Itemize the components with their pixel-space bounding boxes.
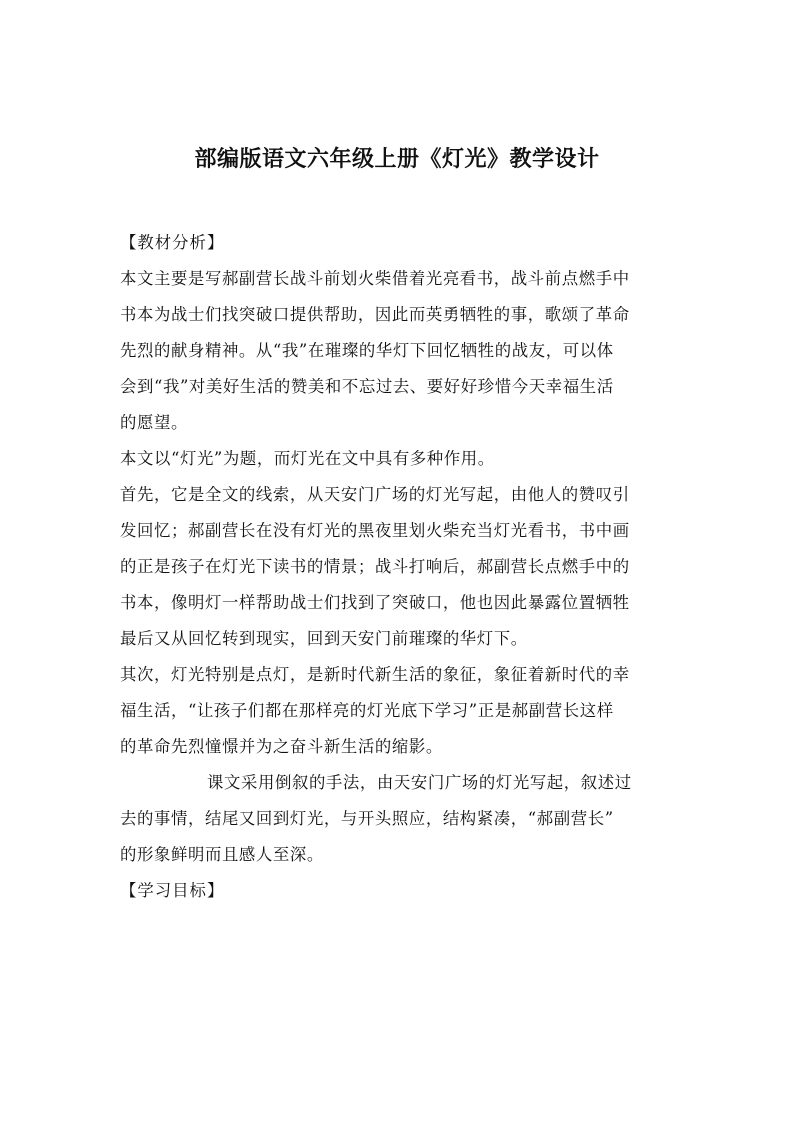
body-line: 发回忆；郝副营长在没有灯光的黑夜里划火柴充当灯光看书，书中画 bbox=[120, 521, 630, 540]
section-heading-material-analysis: 【教材分析】 bbox=[120, 233, 225, 252]
body-line: 的正是孩子在灯光下读书的情景；战斗打响后，郝副营长点燃手中的 bbox=[120, 557, 630, 576]
body-line: 本文以“灯光”为题，而灯光在文中具有多种作用。 bbox=[120, 449, 495, 468]
section-heading-learning-objectives: 【学习目标】 bbox=[120, 881, 225, 900]
body-line: 会到“我”对美好生活的赞美和不忘过去、要好好珍惜今天幸福生活 bbox=[120, 377, 614, 396]
body-line: 的愿望。 bbox=[120, 413, 188, 432]
body-line-indented: 课文采用倒叙的手法，由天安门广场的灯光写起，叙述过 bbox=[207, 773, 632, 792]
body-line: 本文主要是写郝副营长战斗前划火柴借着光亮看书，战斗前点燃手中 bbox=[120, 269, 630, 288]
body-line: 的形象鲜明而且感人至深。 bbox=[120, 845, 324, 864]
body-line: 福生活，“让孩子们都在那样亮的灯光底下学习”正是郝副营长这样 bbox=[120, 701, 614, 720]
document-title: 部编版语文六年级上册《灯光》教学设计 bbox=[194, 147, 600, 172]
body-line: 其次，灯光特别是点灯，是新时代新生活的象征，象征着新时代的幸 bbox=[120, 665, 630, 684]
document-body bbox=[120, 228, 680, 905]
body-line: 的革命先烈憧憬并为之奋斗新生活的缩影。 bbox=[120, 737, 443, 756]
body-line: 去的事情，结尾又回到灯光，与开头照应，结构紧凑，“郝副营长” bbox=[120, 809, 614, 828]
body-line: 先烈的献身精神。从“我”在璀璨的华灯下回忆牺牲的战友，可以体 bbox=[120, 341, 614, 360]
body-line: 首先，它是全文的线索，从天安门广场的灯光写起，由他人的赞叹引 bbox=[120, 485, 630, 504]
body-line: 最后又从回忆转到现实，回到天安门前璀璨的华灯下。 bbox=[120, 629, 528, 648]
body-line: 书本为战士们找突破口提供帮助，因此而英勇牺牲的事，歌颂了革命 bbox=[120, 305, 630, 324]
body-line: 书本，像明灯一样帮助战士们找到了突破口，他也因此暴露位置牺牲 bbox=[120, 593, 630, 612]
